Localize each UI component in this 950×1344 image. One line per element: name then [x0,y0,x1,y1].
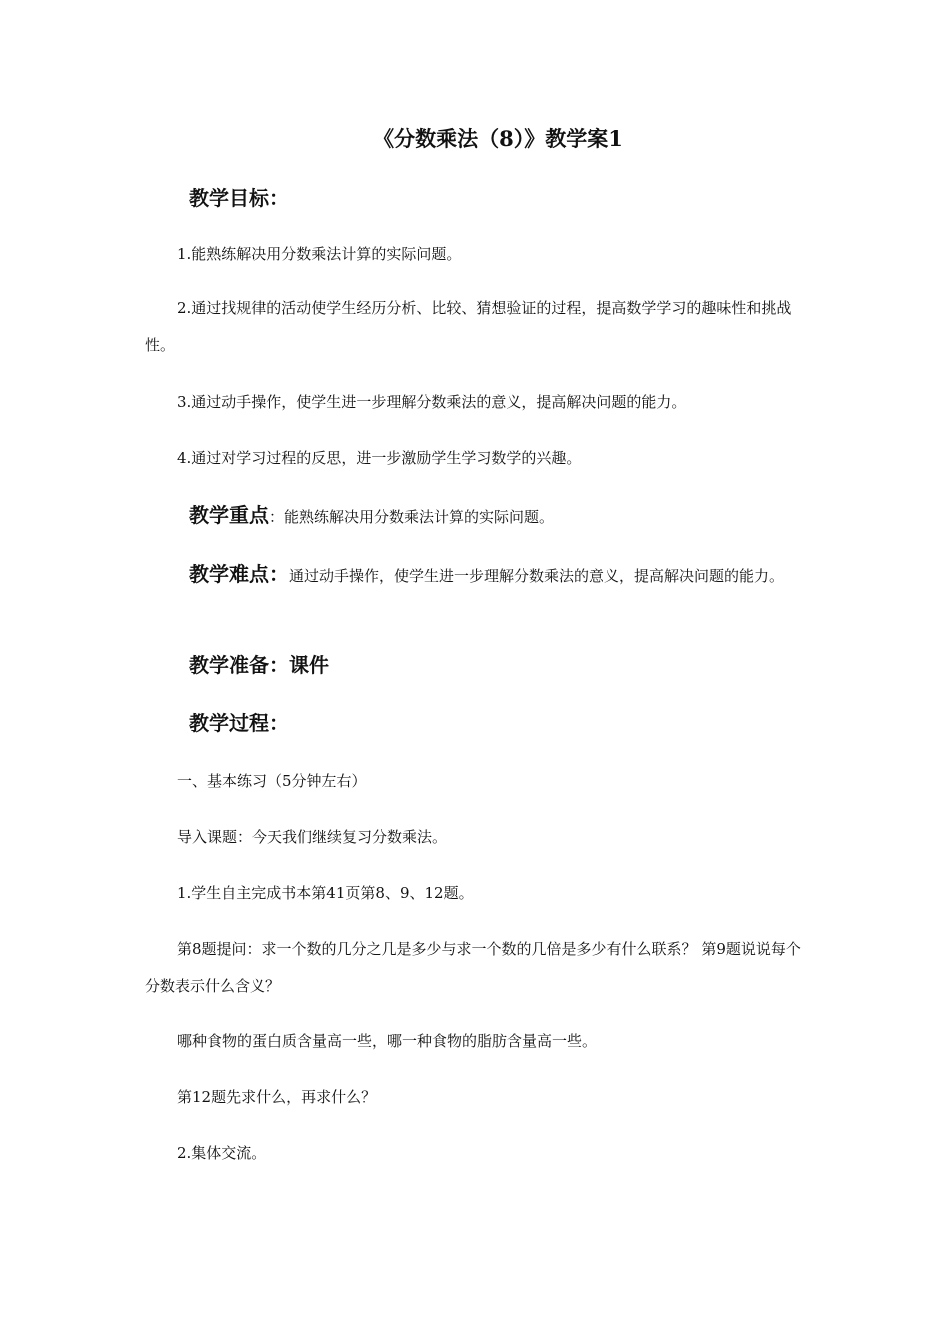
process-item-6: 第12题先求什么，再求什么？ [177,1088,377,1106]
key-point-text: ：能熟练解决用分数乘法计算的实际问题。 [269,508,555,526]
objective-item-1: 1.能熟练解决用分数乘法计算的实际问题。 [177,245,462,263]
objective-item-4: 4.通过对学习过程的反思，进一步激励学生学习数学的兴趣。 [177,449,582,467]
key-point-label: 教学重点 [189,503,269,527]
preparation-heading: 教学准备：课件 [189,653,329,677]
objectives-heading: 教学目标： [189,186,289,210]
process-item-5: 哪种食物的蛋白质含量高一些，哪一种食物的脂肪含量高一些。 [177,1032,598,1050]
process-heading: 教学过程： [189,711,289,735]
difficulty-text: 通过动手操作，使学生进一步理解分数乘法的意义，提高解决问题的能力。 [289,567,785,585]
key-point-paragraph [145,497,808,536]
document-title: 《分数乘法（8）》教学案1 [373,126,623,151]
process-item-7: 2.集体交流。 [177,1144,267,1162]
process-item-2: 导入课题：今天我们继续复习分数乘法。 [177,828,448,846]
process-item-4: 第8题提问：求一个数的几分之几是多少与求一个数的几倍是多少有什么联系？ 第9题说说每个分数表示什么含义？ [145,940,801,995]
process-item-1: 一、基本练习（5分钟左右） [177,772,367,790]
difficulty-label: 教学难点： [189,562,289,586]
difficulty-paragraph [145,556,808,595]
process-item-3: 1.学生自主完成书本第41页第8、9、12题。 [177,884,474,902]
objective-item-2: 2.通过找规律的活动使学生经历分析、比较、猜想验证的过程，提高数学学习的趣味性和挑战性。 [145,299,792,354]
objective-item-3: 3.通过动手操作，使学生进一步理解分数乘法的意义，提高解决问题的能力。 [177,393,687,411]
